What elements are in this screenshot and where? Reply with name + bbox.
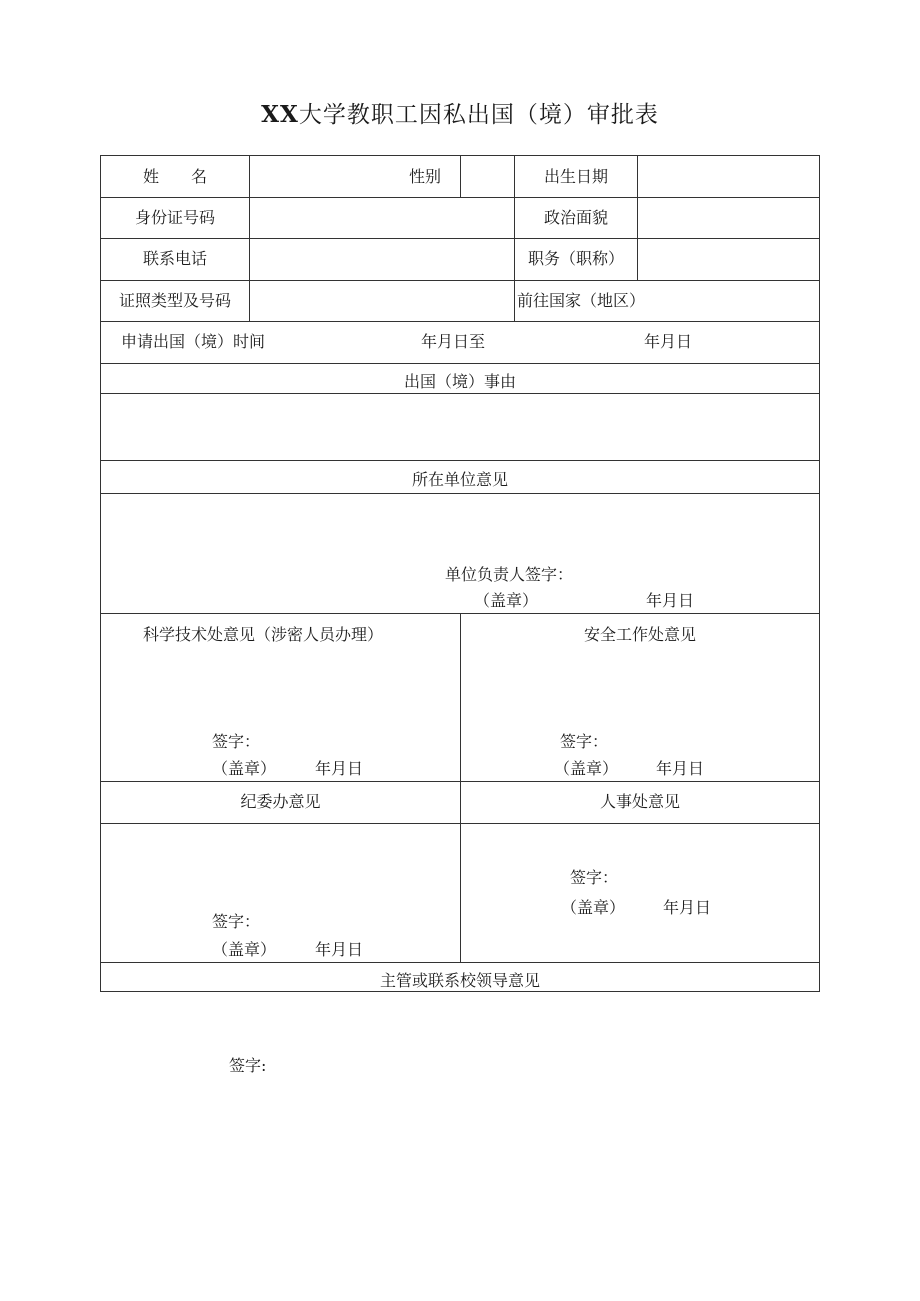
position-field[interactable] <box>638 249 819 269</box>
date-to-label[interactable]: 年月日 <box>644 332 693 351</box>
row-divider <box>101 962 819 963</box>
row-divider <box>101 280 819 281</box>
discipline-sign-label: 签字： <box>212 912 261 931</box>
row-divider <box>101 321 819 322</box>
passport-field[interactable] <box>250 291 514 311</box>
sci-sign-label: 签字： <box>212 732 261 751</box>
row-divider <box>101 493 819 494</box>
approval-form-table <box>100 155 820 992</box>
hr-date-label: 年月日 <box>663 898 712 917</box>
destination-field[interactable] <box>638 291 819 311</box>
date-from-label[interactable]: 年月日至 <box>421 332 486 351</box>
leader-opinion-header: 主管或联系校领导意见 <box>379 971 540 990</box>
unit-sign-label: 单位负责人签字： <box>445 565 574 584</box>
discipline-opinion-header: 纪委办意见 <box>240 792 321 811</box>
hr-sign-label: 签字： <box>570 868 619 887</box>
name-label: 姓 名 <box>142 167 207 186</box>
gender-field[interactable] <box>461 167 514 187</box>
id-number-label: 身份证号码 <box>134 208 215 227</box>
phone-label: 联系电话 <box>142 249 207 268</box>
passport-label: 证照类型及号码 <box>118 291 231 310</box>
position-label: 职务（职称） <box>527 249 624 268</box>
title-text: 大学教职工因私出国（境）审批表 <box>298 102 659 128</box>
row-divider <box>101 197 819 198</box>
row-divider <box>101 238 819 239</box>
row-divider <box>101 393 819 394</box>
form-title <box>0 96 920 129</box>
unit-opinion-header: 所在单位意见 <box>411 470 508 489</box>
political-status-label: 政治面貌 <box>543 208 608 227</box>
discipline-seal-label: （盖章） <box>212 940 277 959</box>
political-status-field[interactable] <box>638 208 819 228</box>
discipline-date-label: 年月日 <box>315 940 364 959</box>
sci-seal-label: （盖章） <box>212 759 277 778</box>
leader-sign-label: 签字: <box>229 1056 267 1075</box>
reason-field[interactable] <box>105 406 815 446</box>
safety-date-label: 年月日 <box>656 759 705 778</box>
unit-date-label: 年月日 <box>646 591 695 610</box>
id-number-field[interactable] <box>250 208 514 228</box>
apply-time-label: 申请出国（境）时间 <box>121 332 266 351</box>
gender-label: 性别 <box>409 167 442 186</box>
hr-seal-label: （盖章） <box>561 898 626 917</box>
title-prefix: XX <box>261 101 299 128</box>
row-divider <box>101 363 819 364</box>
safety-sign-label: 签字： <box>560 732 609 751</box>
safety-opinion-header: 安全工作处意见 <box>583 625 696 644</box>
birth-date-label: 出生日期 <box>543 167 608 186</box>
phone-field[interactable] <box>250 249 514 269</box>
sci-date-label: 年月日 <box>315 759 364 778</box>
col-divider <box>460 613 461 962</box>
destination-label: 前往国家（地区） <box>517 291 646 310</box>
unit-seal-label: （盖章） <box>474 591 539 610</box>
birth-date-field[interactable] <box>638 167 819 187</box>
row-divider <box>101 460 819 461</box>
hr-opinion-header: 人事处意见 <box>599 792 680 811</box>
safety-seal-label: （盖章） <box>554 759 619 778</box>
sci-opinion-header: 科学技术处意见（涉密人员办理） <box>143 625 384 644</box>
reason-header: 出国（境）事由 <box>403 372 516 391</box>
